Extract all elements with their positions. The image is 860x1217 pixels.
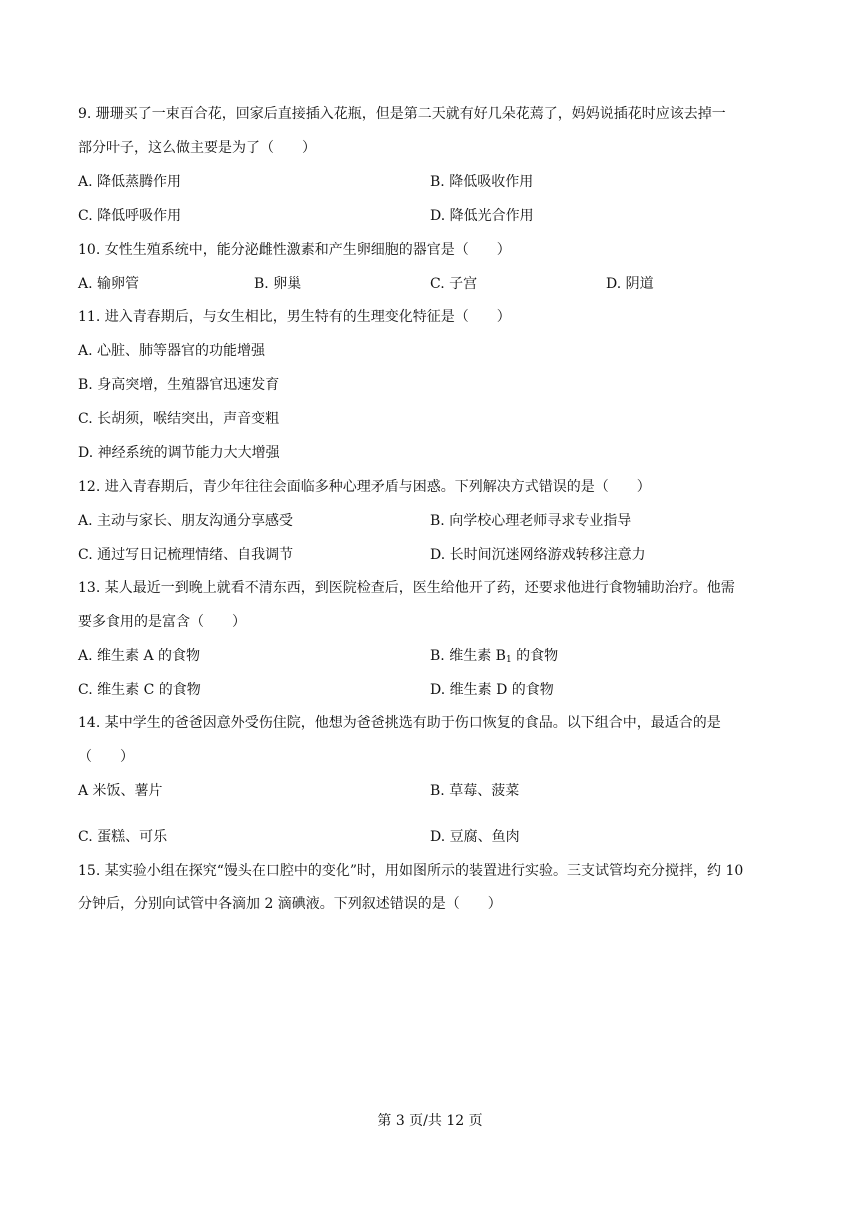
question-9-option-c: C. 降低呼吸作用 — [78, 208, 182, 224]
question-9-stem-line1: 9. 珊珊买了一束百合花，回家后直接插入花瓶，但是第二天就有好几朵花蔫了，妈妈说插花时应该去掉一 — [78, 106, 726, 122]
question-9-option-b: B. 降低吸收作用 — [430, 174, 534, 190]
question-11-option-c: C. 长胡须，喉结突出，声音变粗 — [78, 411, 280, 427]
question-14-option-d: D. 豆腐、鱼肉 — [430, 829, 520, 845]
question-15-stem-line1: 15. 某实验小组在探究“馒头在口腔中的变化”时，用如图所示的装置进行实验。三支试管均充分搅拌，约 10 — [78, 863, 744, 879]
question-12-option-c: C. 通过写日记梳理情绪、自我调节 — [78, 547, 294, 563]
question-14-stem-line2: （ ） — [78, 749, 134, 765]
question-14-stem-line1: 14. 某中学生的爸爸因意外受伤住院，他想为爸爸挑选有助于伤口恢复的食品。以下组合中，最适合的是 — [78, 715, 721, 731]
question-14-option-c: C. 蛋糕、可乐 — [78, 829, 168, 845]
question-10-stem: 10. 女性生殖系统中，能分泌雌性激素和产生卵细胞的器官是（ ） — [78, 242, 511, 258]
question-11-stem: 11. 进入青春期后，与女生相比，男生特有的生理变化特征是（ ） — [78, 309, 511, 325]
question-12-option-a: A. 主动与家长、朋友沟通分享感受 — [78, 513, 294, 529]
question-14-option-b: B. 草莓、菠菜 — [430, 783, 520, 799]
question-12-stem: 12. 进入青春期后，青少年往往会面临多种心理矛盾与困惑。下列解决方式错误的是（ ） — [78, 479, 651, 495]
page-footer: 第 3 页/共 12 页 — [377, 1113, 483, 1129]
question-15-stem-line2: 分钟后，分别向试管中各滴加 2 滴碘液。下列叙述错误的是（ ） — [78, 896, 502, 912]
question-11-option-d: D. 神经系统的调节能力大大增强 — [78, 445, 280, 461]
question-12-option-b: B. 向学校心理老师寻求专业指导 — [430, 513, 632, 529]
question-12-option-d: D. 长时间沉迷网络游戏转移注意力 — [430, 547, 646, 563]
question-11-option-a: A. 心脏、肺等器官的功能增强 — [78, 343, 266, 359]
question-10-option-b: B. 卵巢 — [254, 276, 302, 292]
question-9-stem-line2: 部分叶子，这么做主要是为了（ ） — [78, 140, 316, 156]
question-13-option-a: A. 维生素 A 的食物 — [78, 648, 201, 664]
question-13-option-b — [430, 646, 558, 666]
question-10-option-a: A. 输卵管 — [78, 276, 140, 292]
question-9-option-d: D. 降低光合作用 — [430, 208, 534, 224]
question-13-option-b-suffix: 的食物 — [511, 648, 559, 664]
question-13-stem-line2: 要多食用的是富含（ ） — [78, 614, 246, 630]
question-10-option-c: C. 子宫 — [430, 276, 478, 292]
question-10-option-d: D. 阴道 — [606, 276, 654, 292]
question-13-stem-line1: 13. 某人最近一到晚上就看不清东西，到医院检查后，医生给他开了药，还要求他进行食物辅助治疗。他需 — [78, 580, 735, 596]
question-13-option-b-subscript: 1 — [505, 655, 512, 665]
question-13-option-d: D. 维生素 D 的食物 — [430, 682, 554, 698]
question-13-option-b-prefix: B. 维生素 B — [430, 648, 506, 664]
question-14-option-a: A 米饭、薯片 — [78, 783, 163, 799]
question-9-option-a: A. 降低蒸腾作用 — [78, 174, 182, 190]
question-13-option-c: C. 维生素 C 的食物 — [78, 682, 201, 698]
question-11-option-b: B. 身高突增，生殖器官迅速发育 — [78, 377, 280, 393]
